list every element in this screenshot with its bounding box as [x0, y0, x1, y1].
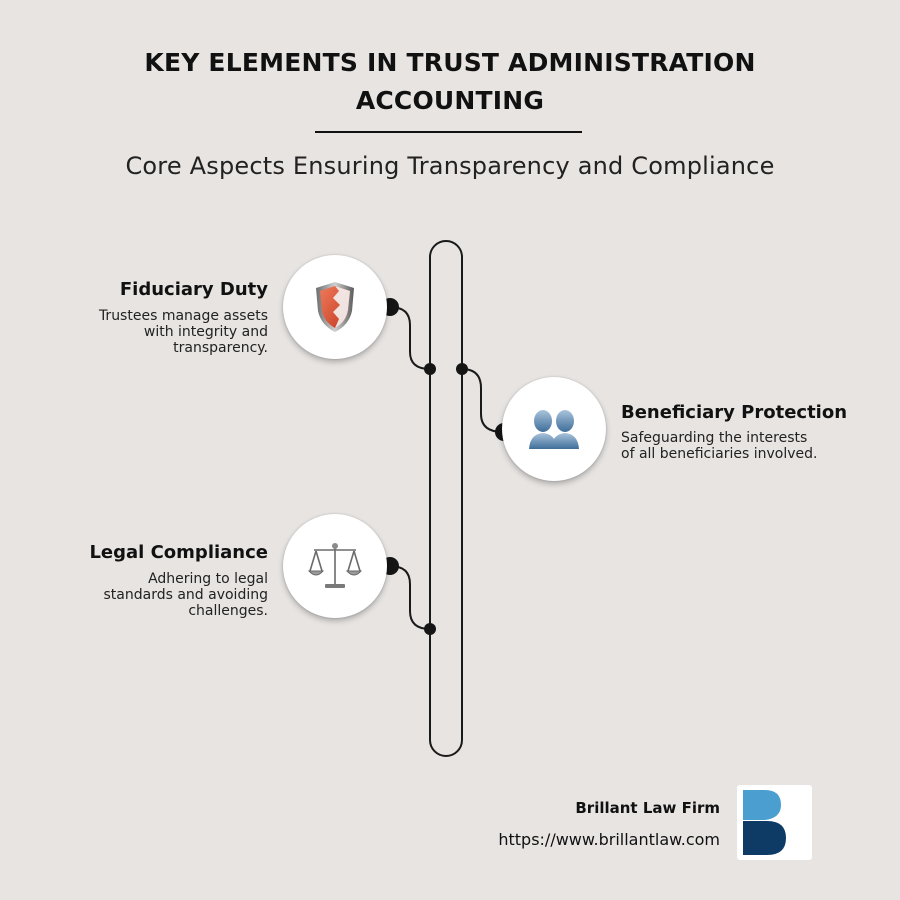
- legal-icon-circle: [283, 514, 387, 618]
- legal-compliance-desc: Adhering to legal standards and avoiding challenges.: [103, 571, 268, 619]
- fiduciary-duty-title: Fiduciary Duty: [119, 279, 268, 300]
- connector-dot-fiduciary-end: [424, 363, 436, 375]
- firm-url[interactable]: https://www.brillantlaw.com: [498, 830, 720, 849]
- connector-beneficiary: [462, 369, 503, 432]
- title-line-2: ACCOUNTING: [355, 86, 545, 115]
- connector-legal: [390, 566, 430, 629]
- beneficiary-protection-desc: Safeguarding the interests of all beneficiaries involved.: [621, 430, 818, 462]
- title-line-1: KEY ELEMENTS IN TRUST ADMINISTRATION: [144, 48, 756, 77]
- legal-compliance-title: Legal Compliance: [89, 542, 268, 563]
- timeline-track: [430, 241, 462, 756]
- beneficiary-protection-title: Beneficiary Protection: [621, 402, 848, 423]
- fiduciary-duty-desc: Trustees manage assets with integrity and transparency.: [98, 308, 268, 356]
- logo-mark-icon: [737, 785, 812, 860]
- page-subtitle: Core Aspects Ensuring Transparency and Compliance: [125, 152, 775, 180]
- fiduciary-icon-circle: [283, 255, 387, 359]
- firm-name: Brillant Law Firm: [575, 799, 720, 817]
- shield-icon: [315, 281, 355, 333]
- connector-dot-beneficiary-start: [456, 363, 468, 375]
- connector-dot-legal-end: [424, 623, 436, 635]
- brillant-logo: [737, 785, 812, 860]
- people-icon: [528, 408, 580, 450]
- connector-fiduciary: [390, 307, 430, 369]
- beneficiary-icon-circle: [502, 377, 606, 481]
- scales-icon: [308, 541, 362, 591]
